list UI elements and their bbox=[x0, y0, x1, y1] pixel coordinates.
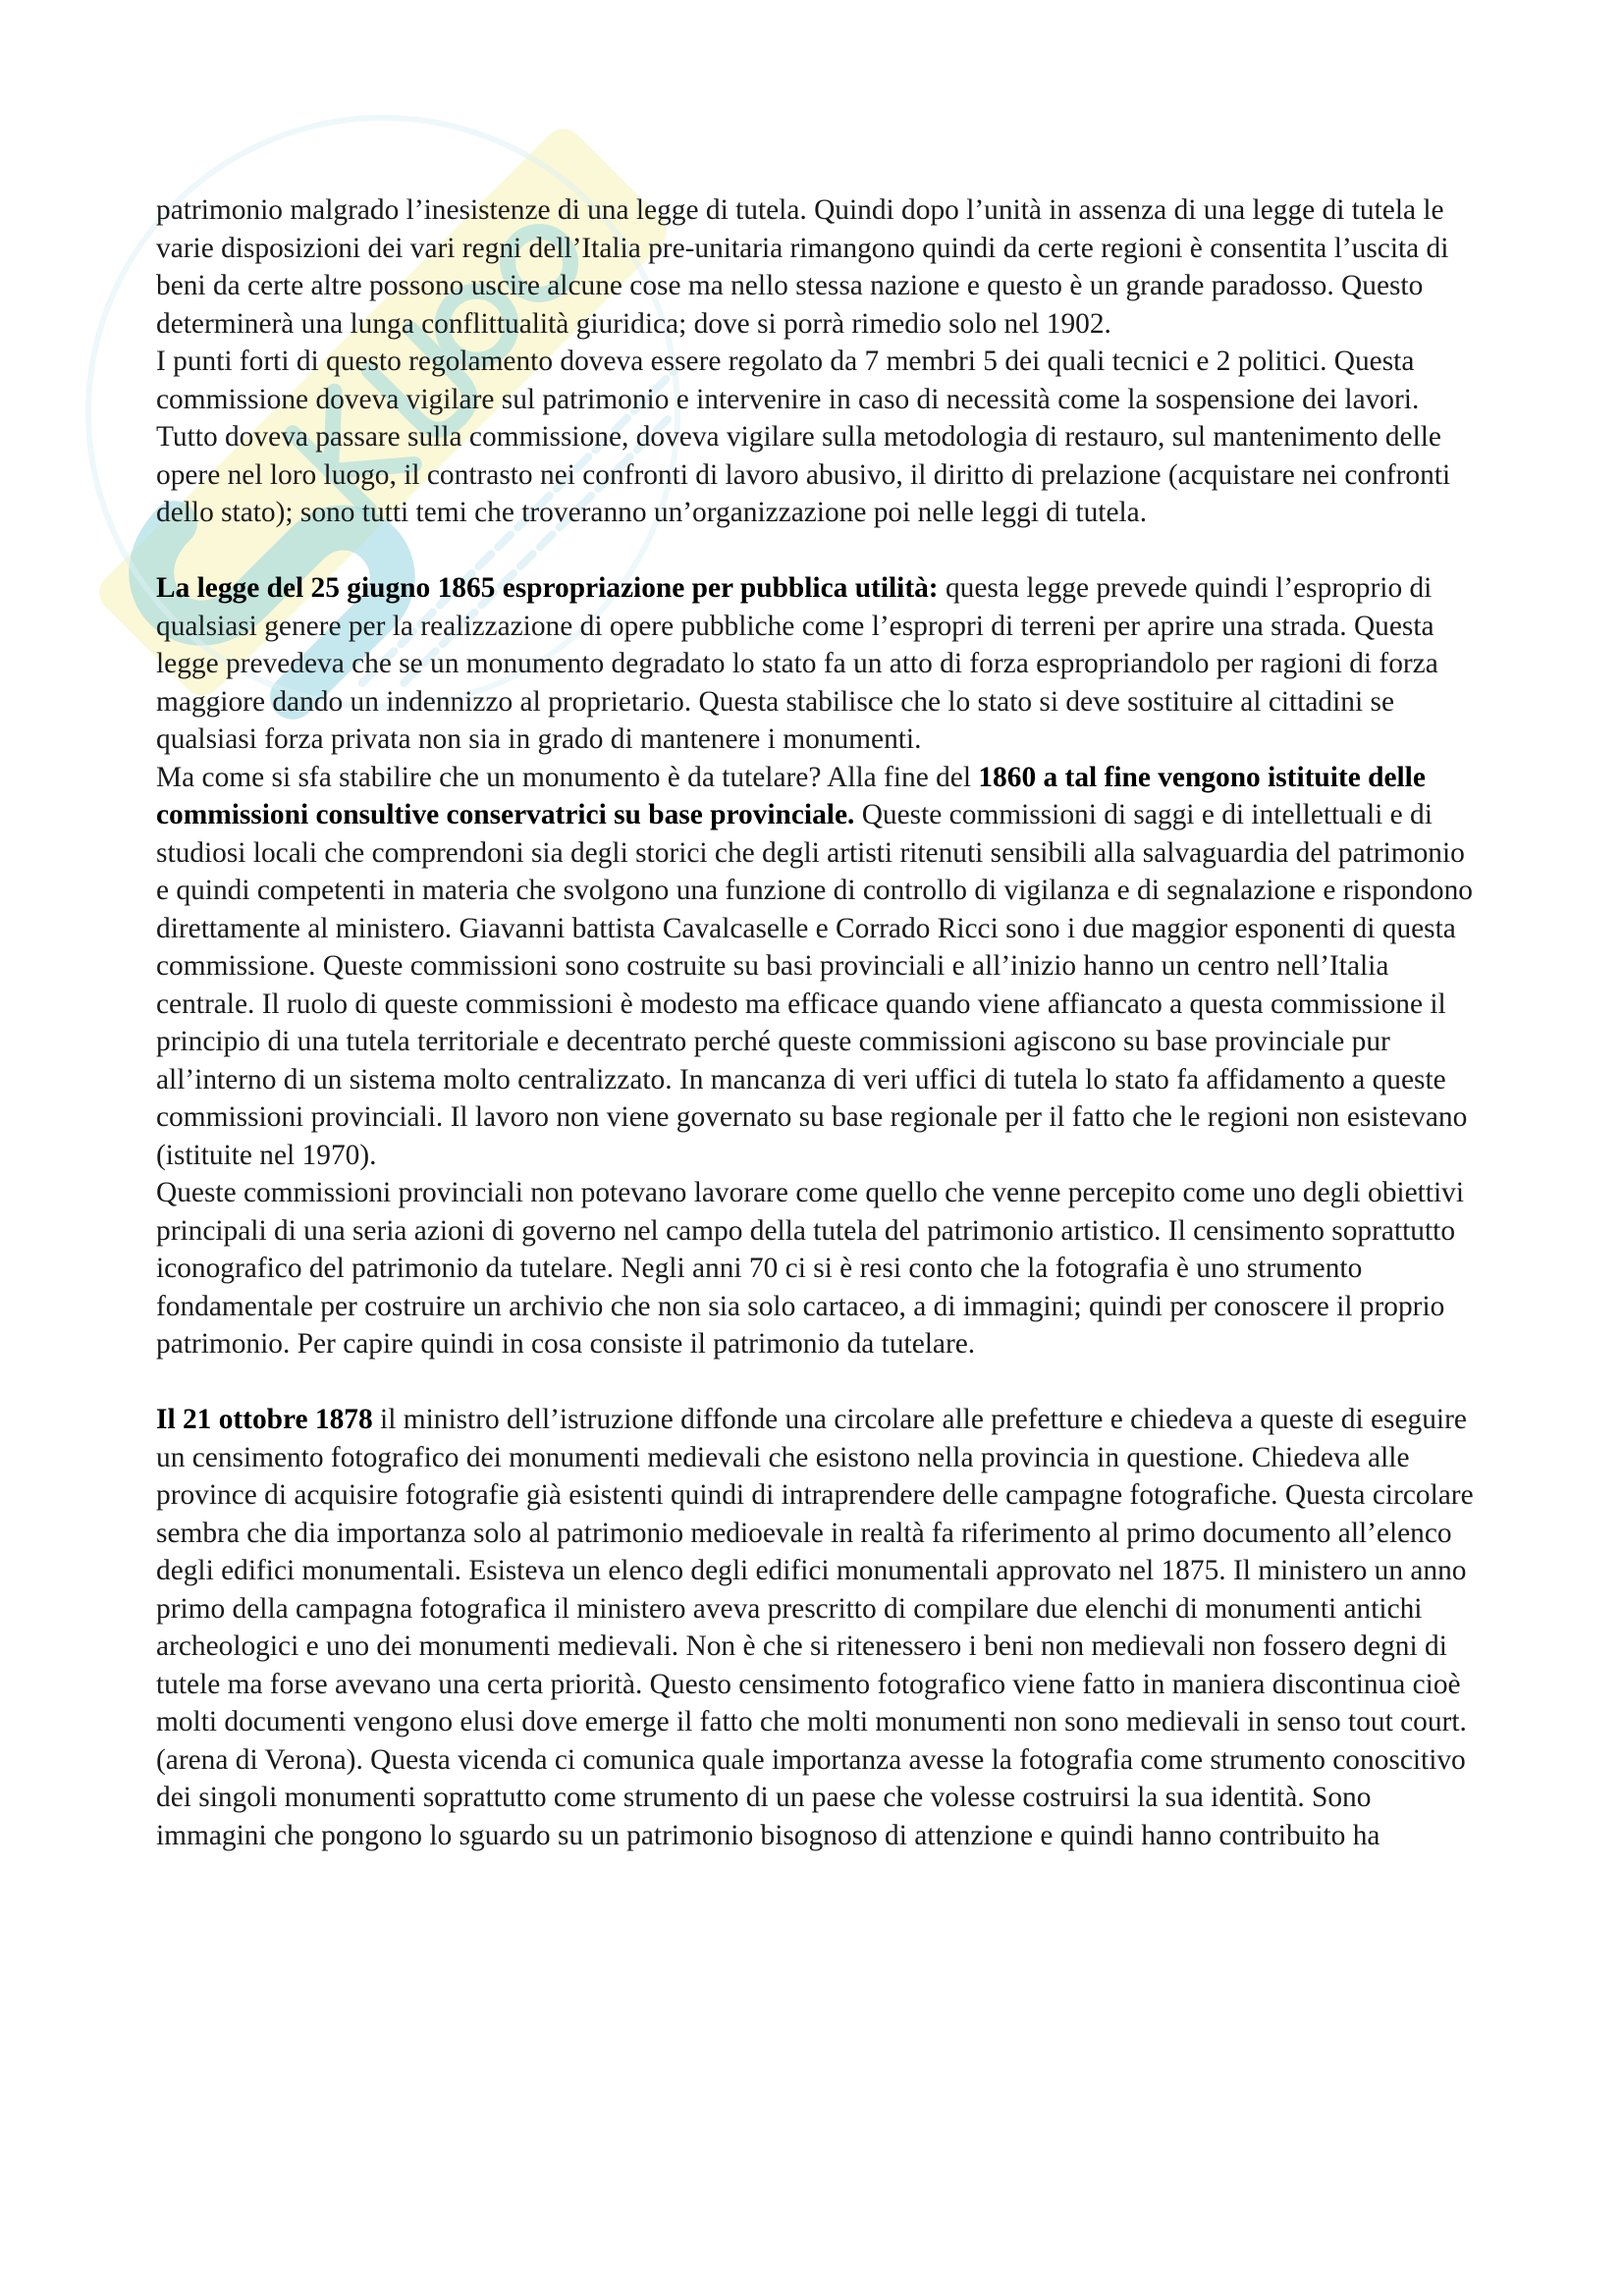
text-segment: Ma come si sfa stabilire che un monumento è da tutelare? Alla fine del bbox=[156, 761, 979, 793]
document-body bbox=[156, 191, 1477, 1854]
paragraph bbox=[156, 1401, 1477, 1854]
bold-text-segment: 1860 a tal fine vengono istituite delle commissioni consultive conservatrici su base provinciale. bbox=[156, 761, 1426, 830]
text-segment: patrimonio malgrado l’inesistenze di una legge di tutela. Quindi dopo l’unità in assenza di una legge di tutela le varie disposizioni dei vari regni dell’Italia pre-unitaria rimangono quindi da certe regioni è consentita l’uscita di beni da certe altre possono uscire alcune cose ma nello stessa nazione e questo è un grande paradosso. Questo determinerà una lunga conflittualità giuridica; dove si porrà rimedio solo nel 1902. bbox=[156, 194, 1449, 340]
paragraph bbox=[156, 343, 1477, 532]
text-segment: il ministro dell’istruzione diffonde una circolare alle prefetture e chiedeva a queste di eseguire un censimento fotografico dei monumenti medievali che esistono nella provincia in questione. Chiedeva alle province di acquisire fotografie già esistenti quindi di intraprendere delle campagne fotografiche. Questa circolare sembra che dia importanza solo al patrimonio medioevale in realtà fa riferimento al primo documento all’elenco degli edifici monumentali. Esisteva un elenco degli edifici monumentali approvato nel 1875. Il ministero un anno primo della campagna fotografica il ministero aveva prescritto di compilare due elenchi di monumenti antichi archeologici e uno dei monumenti medievali. Non è che si ritenessero i beni non medievali non fossero degni di tutele ma forse avevano una certa priorità. Questo censimento fotografico viene fatto in maniera discontinua cioè molti documenti vengono elusi dove emerge il fatto che molti monumenti non sono medievali in senso tout court. (arena di Verona). Questa vicenda ci comunica quale importanza avesse la fotografia come strumento conoscitivo dei singoli monumenti soprattutto come strumento di un paese che volesse costruirsi la sua identità. Sono immagini che pongono lo sguardo su un patrimonio bisognoso di attenzione e quindi hanno contribuito ha bbox=[156, 1404, 1474, 1851]
paragraph bbox=[156, 191, 1477, 343]
text-segment: I punti forti di questo regolamento doveva essere regolato da 7 membri 5 dei quali tecnici e 2 politici. Questa commissione doveva vigilare sul patrimonio e intervenire in caso di necessità come la sospensione dei lavori. Tutto doveva passare sulla commissione, doveva vigilare sulla metodologia di restauro, sul mantenimento delle opere nel loro luogo, il contrasto nei confronti di lavoro abusivo, il diritto di prelazione (acquistare nei confronti dello stato); sono tutti temi che troveranno un’organizzazione poi nelle leggi di tutela. bbox=[156, 346, 1451, 528]
text-segment: Queste commissioni provinciali non potevano lavorare come quello che venne percepito come uno degli obiettivi principali di una seria azioni di governo nel campo della tutela del patrimonio artistico. Il censimento soprattutto iconografico del patrimonio da tutelare. Negli anni 70 ci si è resi conto che la fotografia è uno strumento fondamentale per costruire un archivio che non sia solo cartaceo, a di immagini; quindi per conoscere il proprio patrimonio. Per capire quindi in cosa consiste il patrimonio da tutelare. bbox=[156, 1177, 1464, 1360]
paragraph-gap bbox=[156, 1363, 1477, 1402]
paragraph bbox=[156, 759, 1477, 1175]
text-segment: Queste commissioni di saggi e di intellettuali e di studiosi locali che comprendoni sia degli storici che degli artisti ritenuti sensibili alla salvaguardia del patrimonio e quindi competenti in materia che svolgono una funzione di controllo di vigilanza e di segnalazione e rispondono direttamente al ministero. Giavanni battista Cavalcaselle e Corrado Ricci sono i due maggior esponenti di questa commissione. Queste commissioni sono costruite su basi provinciali e all’inizio hanno un centro nell’Italia centrale. Il ruolo di queste commissioni è modesto ma efficace quando viene affiancato a questa commissione il principio di una tutela territoriale e decentrato perché queste commissioni agiscono su base provinciale pur all’interno di un sistema molto centralizzato. In mancanza di veri uffici di tutela lo stato fa affidamento a queste commissioni provinciali. Il lavoro non viene governato su base regionale per il fatto che le regioni non esistevano (istituite nel 1970). bbox=[156, 799, 1473, 1171]
paragraph bbox=[156, 569, 1477, 759]
paragraph-gap bbox=[156, 532, 1477, 570]
bold-text-segment: Il 21 ottobre 1878 bbox=[156, 1404, 373, 1435]
bold-text-segment: La legge del 25 giugno 1865 espropriazione per pubblica utilità: bbox=[156, 572, 939, 604]
paragraph bbox=[156, 1174, 1477, 1363]
text-segment: questa legge prevede quindi l’esproprio di qualsiasi genere per la realizzazione di opere pubbliche come l’espropri di terreni per aprire una strada. Questa legge prevedeva che se un monumento degradato lo stato fa un atto di forza espropriandolo per ragioni di forza maggiore dando un indennizzo al proprietario. Questa stabilisce che lo stato si deve sostituire al cittadini se qualsiasi forza privata non sia in grado di mantenere i monumenti. bbox=[156, 572, 1438, 755]
